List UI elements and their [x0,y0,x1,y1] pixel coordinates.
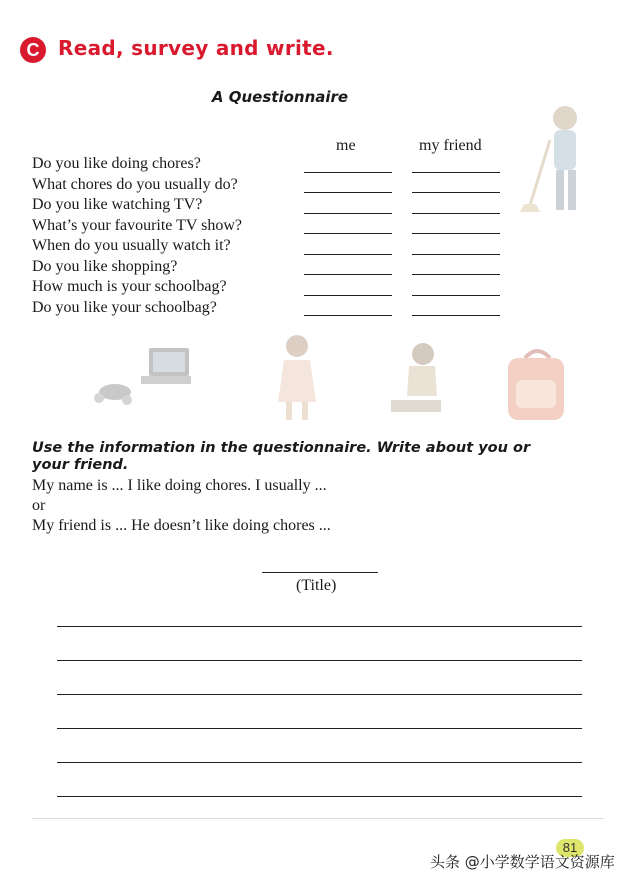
writing-line[interactable] [57,796,582,797]
tv-illustration [85,340,195,410]
answer-blank-me[interactable] [304,295,392,296]
example-sentence-1: My name is ... I like doing chores. I usually ... [32,477,327,494]
schoolbag-illustration [500,344,575,424]
answer-blank-me[interactable] [304,233,392,234]
questionnaire-list [32,154,512,318]
question-text: Do you like watching TV? [32,196,203,213]
girl-illustration [272,332,322,422]
section-title: Read, survey and write. [58,36,334,60]
question-row [32,175,512,196]
answer-blank-friend[interactable] [412,254,500,255]
writing-instruction: Use the information in the questionnaire. Write about you or your friend. [32,440,531,473]
writing-line[interactable] [57,660,582,661]
question-text: Do you like doing chores? [32,155,201,172]
boy-sweeping-illustration [520,100,590,220]
question-text: Do you like your schoolbag? [32,298,217,316]
writing-line[interactable] [57,626,582,627]
questionnaire-title: A Questionnaire [211,88,349,106]
child-sitting-illustration [385,340,445,420]
answer-blank-me[interactable] [304,315,392,316]
question-text: What’s your favourite TV show? [32,216,243,234]
column-header-my-friend: my friend [419,137,482,154]
column-header-me: me [336,137,356,154]
question-row [32,154,512,175]
writing-line[interactable] [57,762,582,763]
watermark-text: 头条 @小学数学语文资源库 [430,853,615,871]
example-or: or [32,497,46,514]
question-text: What chores do you usually do? [32,175,238,193]
question-text: How much is your schoolbag? [32,278,227,295]
answer-blank-friend[interactable] [412,233,500,234]
page-divider [32,818,604,819]
answer-blank-friend[interactable] [412,295,500,296]
question-row [32,257,512,278]
title-label: (Title) [296,577,337,594]
question-row [32,195,512,216]
answer-blank-friend[interactable] [412,315,500,316]
title-blank[interactable] [262,572,378,573]
example-sentence-2: My friend is ... He doesn’t like doing chores ... [32,517,331,534]
section-badge: C [20,37,46,63]
page-number: 81 [556,839,584,857]
answer-blank-friend[interactable] [412,213,500,214]
question-row [32,216,512,237]
question-row [32,298,512,319]
writing-line[interactable] [57,728,582,729]
answer-blank-friend[interactable] [412,172,500,173]
question-text: Do you like shopping? [32,257,178,275]
answer-blank-me[interactable] [304,172,392,173]
answer-blank-me[interactable] [304,254,392,255]
answer-blank-friend[interactable] [412,192,500,193]
answer-blank-me[interactable] [304,192,392,193]
question-row [32,236,512,257]
answer-blank-me[interactable] [304,213,392,214]
writing-line[interactable] [57,694,582,695]
answer-blank-me[interactable] [304,274,392,275]
answer-blank-friend[interactable] [412,274,500,275]
question-text: When do you usually watch it? [32,237,231,254]
question-row [32,277,512,298]
